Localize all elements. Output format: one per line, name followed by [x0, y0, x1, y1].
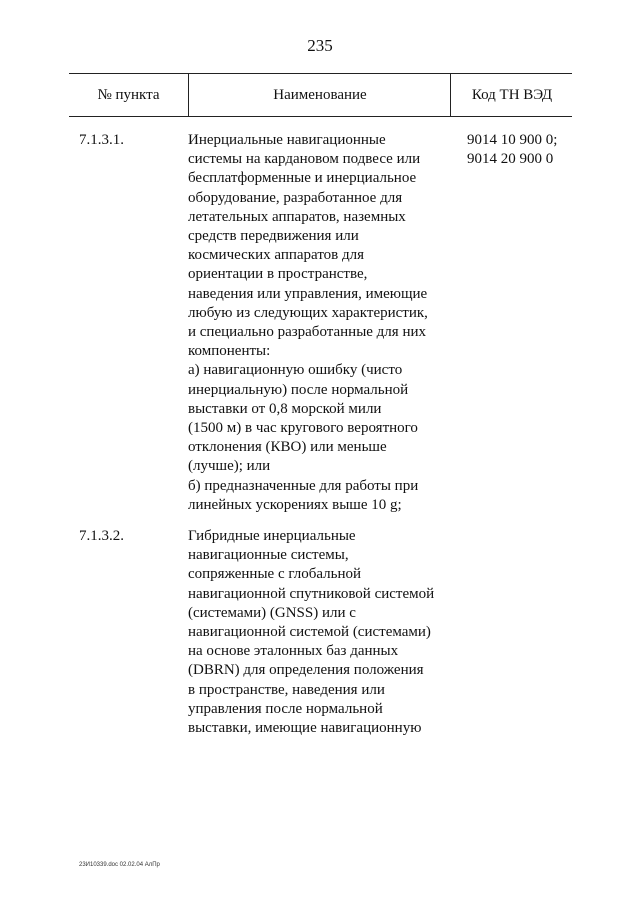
item-name: Гибридные инерциальные навигационные системы, сопряженные с глобальной навигационной спутниковой системой (системами) (GNSS) или с навигационной системой (системами) на основе эталонных баз данных (DBRN) для определения положения в пространстве, наведения или управления после нормальной выставки, имеющие навигационную [188, 528, 435, 737]
header-name: Наименование [188, 74, 451, 116]
header-item-number: № пункта [97, 87, 160, 103]
item-number: 7.1.3.2. [79, 528, 124, 544]
header-tn-ved-code: Код ТН ВЭД [450, 74, 573, 116]
table-header [69, 73, 572, 117]
item-name: Инерциальные навигационные системы на кардановом подвесе или бесплатформенные и инерциальное оборудование, разработанное для летательных аппаратов, наземных средств передвижения или космических аппаратов для ориентации в пространстве, наведения или управления, имеющие любую из следующих характеристик, и специально разработанные для них компоненты: а) навигационную ошибку (чисто инерциальную) после нормальной выставки от 0,8 морской мили (1500 м) в час кругового вероятного отклонения (КВО) или меньше (лучше); или б) предназначенные для работы при линейных ускорениях выше 10 g; [188, 132, 428, 513]
page-number: 235 [307, 36, 333, 55]
item-number: 7.1.3.1. [79, 132, 124, 148]
item-code: 9014 10 900 0; 9014 20 900 0 [467, 132, 558, 168]
document-footer: 23И10339.doc 02.02.04 АлПр [79, 862, 160, 868]
